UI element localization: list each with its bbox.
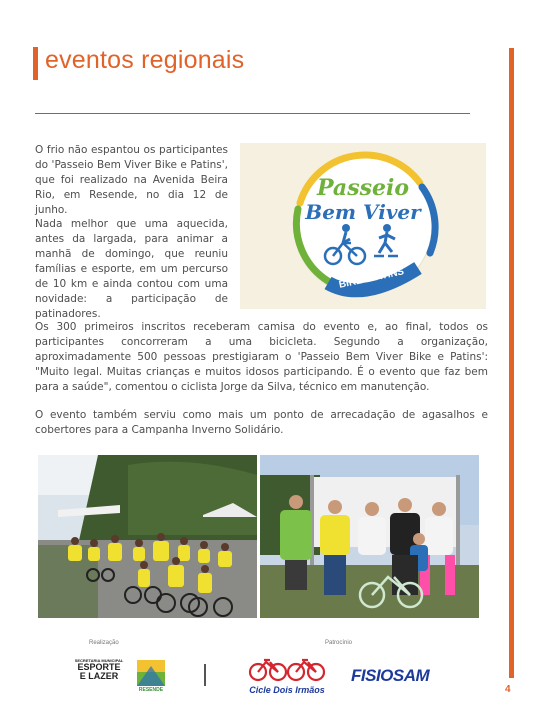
photo-organizers — [260, 455, 479, 618]
fisiosam-text-a: FISIO — [351, 666, 393, 685]
footer-patrocinio-label: Patrocínio — [325, 640, 353, 646]
paragraph-campaign: O evento também serviu como mais um ponto de arrecadação de agasalhos e cobertores para a Campanha Inverno Solidário. — [35, 409, 488, 436]
title-divider — [35, 113, 470, 114]
event-logo — [240, 143, 486, 309]
page-title: eventos regionais — [45, 46, 245, 74]
prefeitura-label: RESENDE — [138, 687, 164, 693]
logo-title-line1: Passeio — [316, 175, 410, 201]
secretaria-esporte-logo — [72, 658, 126, 681]
logo-title-line2: Bem Viver — [305, 200, 421, 224]
secretaria-lazer-text: E LAZER — [79, 671, 119, 681]
paragraph-intro: O frio não espantou os participantes do 'Passeio Bem Viver Bike e Patins', que foi realizado na Avenida Beira Rio, em Resende, no dia 12 de junho. — [35, 144, 228, 216]
fisiosam-logo — [351, 666, 429, 686]
title-accent-bar — [33, 47, 38, 80]
footer-realizacao-label: Realização — [89, 640, 119, 646]
logo-ribbon-text: BIKE&PATINS — [337, 266, 406, 291]
paragraph-participants: Os 300 primeiros inscritos receberam camisa do evento e, ao final, todos os participantes concorreram a uma bicicleta. Segundo a organização, aproximadamente 500 pessoas prestigiaram o 'Passeio Bem Viver Bike e Patins': "Muito legal. Muitas crianças e muitos idosos participando. É o evento que faz bem para a saúde", comentou o ciclista Jorge da Silva, técnico em manutenção. — [35, 321, 488, 393]
skater-icon — [383, 224, 391, 232]
cicle-label: Cicle Dois Irmãos — [249, 685, 325, 695]
secretaria-esporte-text: ESPORTE — [77, 662, 121, 672]
fisiosam-text-b: SAM — [392, 666, 430, 685]
footer-divider — [204, 664, 206, 686]
photo-cyclists-crowd — [38, 455, 257, 618]
secretaria-small-text: SECRETARIA MUNICIPAL — [74, 658, 124, 663]
right-accent-bar — [509, 48, 514, 678]
page-number: 4 — [505, 684, 511, 695]
paragraph-warmup: Nada melhor que uma aquecida, antes da largada, para animar a manhã de domingo, que reuniu famílias e esporte, em um percurso de 10 km e ainda contou com uma novidade: a participação de patinadores. — [35, 218, 228, 320]
